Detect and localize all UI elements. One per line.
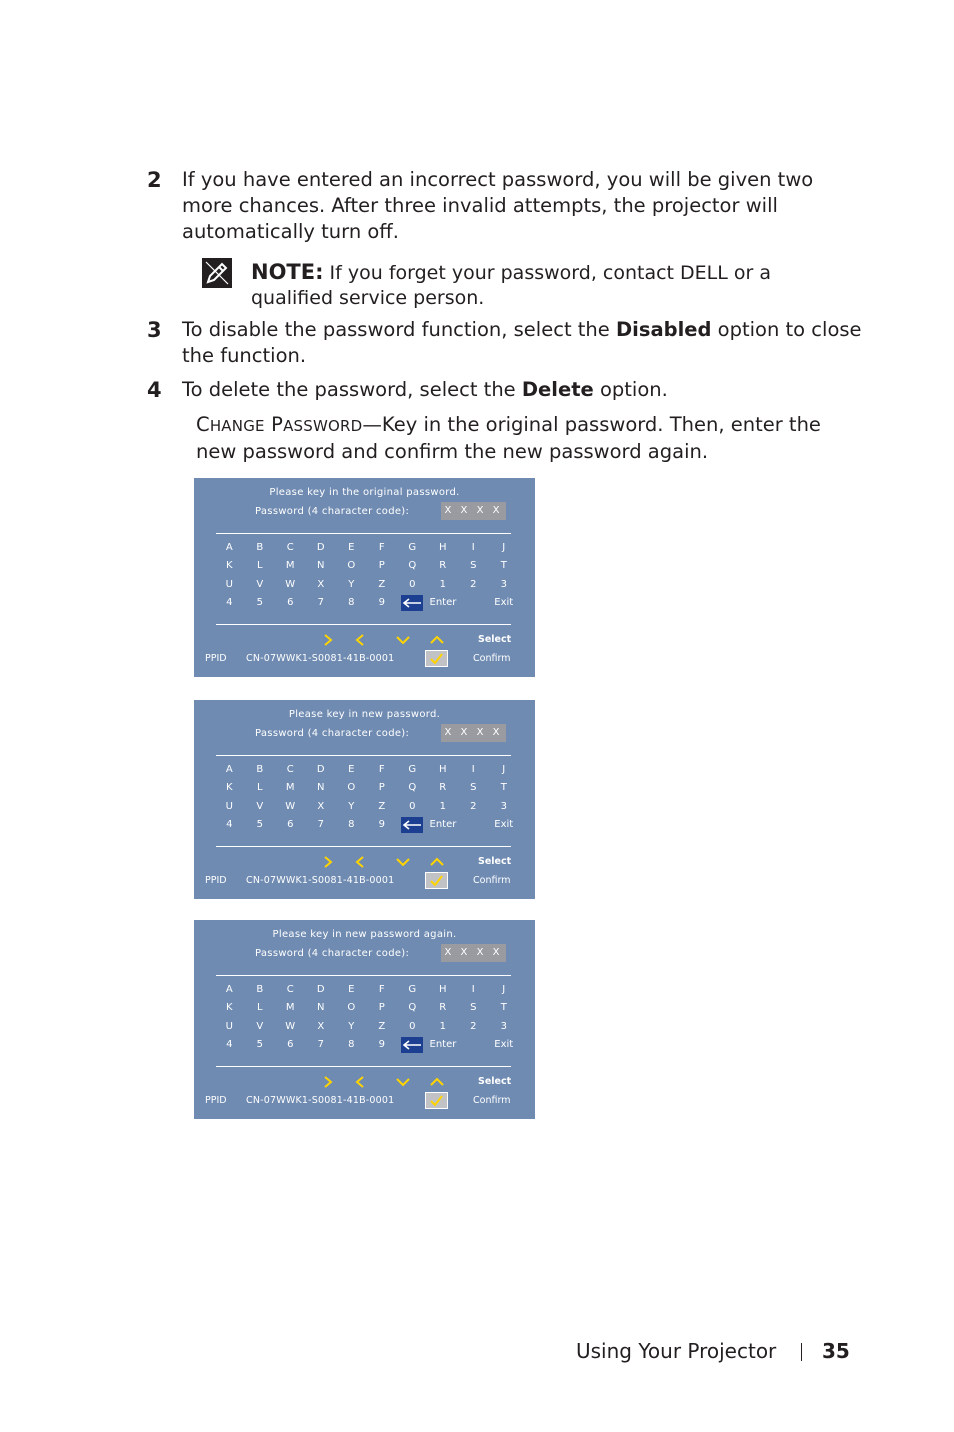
key-d[interactable]: D [316,542,325,553]
key-k[interactable]: K [225,560,233,572]
key-5[interactable]: 5 [256,597,263,609]
key-3[interactable]: 3 [500,1020,507,1032]
key-d[interactable]: D [316,764,325,775]
key-p[interactable]: P [378,782,385,794]
ppid-value: CN-07WWK1-S0081-41B-0001 [246,875,395,886]
checkmark-icon [426,651,447,666]
key-w[interactable]: W [285,1020,296,1032]
arrow-left-icon[interactable] [352,1075,368,1089]
key-7[interactable]: 7 [317,597,324,609]
divider [216,975,511,976]
key-k[interactable]: K [225,782,233,794]
step-4-bold: Delete [521,378,594,401]
step-text-2: If you have entered an incorrect password, you will be given two more chances. After three invalid attempts, the projector will automatically turn off. [182,168,814,243]
arrow-up-icon[interactable] [429,633,445,647]
key-g[interactable]: G [408,542,417,553]
key-l[interactable]: L [256,782,263,794]
key-g[interactable]: G [408,764,417,775]
note-pencil-icon [202,258,232,288]
key-v[interactable]: V [256,1020,264,1032]
key-6[interactable]: 6 [287,597,294,609]
key-4[interactable]: 4 [226,819,233,831]
backspace-arrow-icon [402,1040,422,1050]
key-p[interactable]: P [378,1002,385,1014]
key-i[interactable]: I [471,542,475,553]
key-w[interactable]: W [285,800,296,812]
divider [216,533,511,534]
key-2[interactable]: 2 [470,800,477,812]
key-6[interactable]: 6 [287,1039,294,1051]
step-3-bold: Disabled [616,318,712,341]
key-l[interactable]: L [256,1002,263,1014]
key-j[interactable]: J [502,764,506,775]
select-label: Select [478,634,512,645]
note-text: If you forget your password, contact DELL or a qualified service person. [251,262,772,309]
key-y[interactable]: Y [348,578,355,590]
password-field[interactable]: X X X X [441,944,506,962]
key-5[interactable]: 5 [256,819,263,831]
divider [216,846,511,847]
step-number-4: 4 [147,378,162,402]
key-b[interactable]: B [256,984,264,995]
password-label: Password (4 character code): [255,948,410,959]
enter-key[interactable]: Enter [429,1039,457,1051]
enter-key[interactable]: Enter [429,819,457,831]
key-e[interactable]: E [348,984,355,995]
note [251,260,851,311]
key-r[interactable]: R [439,560,447,572]
key-w[interactable]: W [285,578,296,590]
arrow-down-icon[interactable] [395,1075,411,1089]
key-i[interactable]: I [471,764,475,775]
key-r[interactable]: R [439,1002,447,1014]
step-number-3: 3 [147,318,162,342]
key-a[interactable]: A [225,764,233,775]
note-label: NOTE: [251,260,324,284]
divider [216,755,511,756]
change-password-paragraph [196,412,856,465]
key-h[interactable]: H [438,984,447,995]
key-b[interactable]: B [256,764,264,775]
confirm-label: Confirm [473,875,511,886]
key-1[interactable]: 1 [439,578,446,590]
key-o[interactable]: O [347,1002,356,1014]
key-s[interactable]: S [470,560,477,572]
change-password-heading: CHANGE PASSWORD [196,413,363,436]
key-y[interactable]: Y [348,800,355,812]
key-m[interactable]: M [285,1002,295,1014]
key-f[interactable]: F [378,984,385,995]
key-2[interactable]: 2 [470,1020,477,1032]
key-9[interactable]: 9 [378,819,385,831]
key-0[interactable]: 0 [409,578,416,590]
key-k[interactable]: K [225,1002,233,1014]
divider [216,624,511,625]
page-number: 35 [822,1339,850,1363]
key-e[interactable]: E [348,764,355,775]
ppid-value: CN-07WWK1-S0081-41B-0001 [246,1095,395,1106]
key-q[interactable]: Q [408,782,417,794]
arrow-left-icon[interactable] [352,855,368,869]
key-l[interactable]: L [256,560,263,572]
password-field[interactable]: X X X X [441,724,506,742]
key-p[interactable]: P [378,560,385,572]
osd-screen-2 [194,700,535,899]
key-b[interactable]: B [256,542,264,553]
arrow-up-icon[interactable] [429,1075,445,1089]
exit-key[interactable]: Exit [494,819,514,831]
ppid-label: PPID [205,653,227,664]
key-4[interactable]: 4 [226,597,233,609]
key-d[interactable]: D [316,984,325,995]
key-7[interactable]: 7 [317,819,324,831]
backspace-key[interactable] [397,1036,428,1054]
key-t[interactable]: T [500,782,507,794]
key-m[interactable]: M [285,782,295,794]
password-label: Password (4 character code): [255,728,410,739]
arrow-right-icon[interactable] [320,1075,336,1089]
key-j[interactable]: J [502,542,506,553]
step-text-4 [182,377,862,403]
password-field[interactable]: X X X X [441,502,506,520]
key-x[interactable]: X [317,1020,325,1032]
key-g[interactable]: G [408,984,417,995]
key-t[interactable]: T [500,560,507,572]
keyboard-grid [214,981,519,1055]
confirm-label: Confirm [473,653,511,664]
key-f[interactable]: F [378,542,385,553]
key-o[interactable]: O [347,560,356,572]
keyboard-grid [214,761,519,835]
key-1[interactable]: 1 [439,1020,446,1032]
key-8[interactable]: 8 [348,1039,355,1051]
key-q[interactable]: Q [408,560,417,572]
osd-title: Please key in new password again. [272,929,457,940]
key-h[interactable]: H [438,542,447,553]
ppid-value: CN-07WWK1-S0081-41B-0001 [246,653,395,664]
change-password-text: Key in the original password. Then, enter the new password and confirm the new password again. [196,413,821,463]
osd-title: Please key in the original password. [269,487,460,498]
key-7[interactable]: 7 [317,1039,324,1051]
step-3-pre: To disable the password function, select the [182,318,616,341]
arrow-down-icon[interactable] [395,855,411,869]
key-1[interactable]: 1 [439,800,446,812]
key-h[interactable]: H [438,764,447,775]
key-v[interactable]: V [256,800,264,812]
key-3[interactable]: 3 [500,800,507,812]
select-label: Select [478,1076,512,1087]
arrow-right-icon[interactable] [320,855,336,869]
password-label: Password (4 character code): [255,506,410,517]
ppid-label: PPID [205,875,227,886]
checkmark-icon [426,873,447,888]
footer-section-title: Using Your Projector [576,1339,777,1363]
key-s[interactable]: S [470,782,477,794]
confirm-button[interactable] [425,1092,448,1109]
step-4-post: option. [593,378,668,401]
key-n[interactable]: N [317,560,325,572]
key-v[interactable]: V [256,578,264,590]
osd-screen-3 [194,920,535,1119]
key-m[interactable]: M [285,560,295,572]
key-8[interactable]: 8 [348,597,355,609]
checkmark-icon [426,1093,447,1108]
key-x[interactable]: X [317,578,325,590]
key-2[interactable]: 2 [470,578,477,590]
key-4[interactable]: 4 [226,1039,233,1051]
step-text-3 [182,317,862,369]
dash: — [362,413,382,436]
key-z[interactable]: Z [378,800,386,812]
key-i[interactable]: I [471,984,475,995]
key-n[interactable]: N [317,782,325,794]
backspace-key[interactable] [397,816,428,834]
backspace-arrow-icon [402,820,422,830]
osd-screen-1 [194,478,535,677]
key-x[interactable]: X [317,800,325,812]
key-u[interactable]: U [225,578,233,590]
key-n[interactable]: N [317,1002,325,1014]
key-z[interactable]: Z [378,1020,386,1032]
exit-key[interactable]: Exit [494,597,514,609]
key-j[interactable]: J [502,984,506,995]
enter-key[interactable]: Enter [429,597,457,609]
key-u[interactable]: U [225,1020,233,1032]
key-a[interactable]: A [225,984,233,995]
key-c[interactable]: C [286,984,294,995]
footer-divider [801,1343,802,1361]
key-o[interactable]: O [347,782,356,794]
backspace-arrow-icon [402,598,422,608]
key-y[interactable]: Y [348,1020,355,1032]
key-3[interactable]: 3 [500,578,507,590]
arrow-right-icon[interactable] [320,633,336,647]
key-9[interactable]: 9 [378,1039,385,1051]
key-c[interactable]: C [286,542,294,553]
confirm-button[interactable] [425,650,448,667]
arrow-up-icon[interactable] [429,855,445,869]
key-8[interactable]: 8 [348,819,355,831]
key-q[interactable]: Q [408,1002,417,1014]
key-u[interactable]: U [225,800,233,812]
key-9[interactable]: 9 [378,597,385,609]
key-z[interactable]: Z [378,578,386,590]
backspace-key[interactable] [397,594,428,612]
arrow-down-icon[interactable] [395,633,411,647]
osd-title: Please key in new password. [288,709,441,720]
confirm-label: Confirm [473,1095,511,1106]
arrow-left-icon[interactable] [352,633,368,647]
confirm-button[interactable] [425,872,448,889]
key-0[interactable]: 0 [409,800,416,812]
key-r[interactable]: R [439,782,447,794]
key-s[interactable]: S [470,1002,477,1014]
key-c[interactable]: C [286,764,294,775]
divider [216,1066,511,1067]
step-4-pre: To delete the password, select the [182,378,522,401]
step-3-post: option to close the function. [182,318,862,367]
keyboard-grid [214,539,519,613]
key-e[interactable]: E [348,542,355,553]
exit-key[interactable]: Exit [494,1039,514,1051]
key-f[interactable]: F [378,764,385,775]
key-6[interactable]: 6 [287,819,294,831]
ppid-label: PPID [205,1095,227,1106]
key-5[interactable]: 5 [256,1039,263,1051]
key-t[interactable]: T [500,1002,507,1014]
select-label: Select [478,856,512,867]
key-0[interactable]: 0 [409,1020,416,1032]
step-number-2: 2 [147,168,162,192]
key-a[interactable]: A [225,542,233,553]
